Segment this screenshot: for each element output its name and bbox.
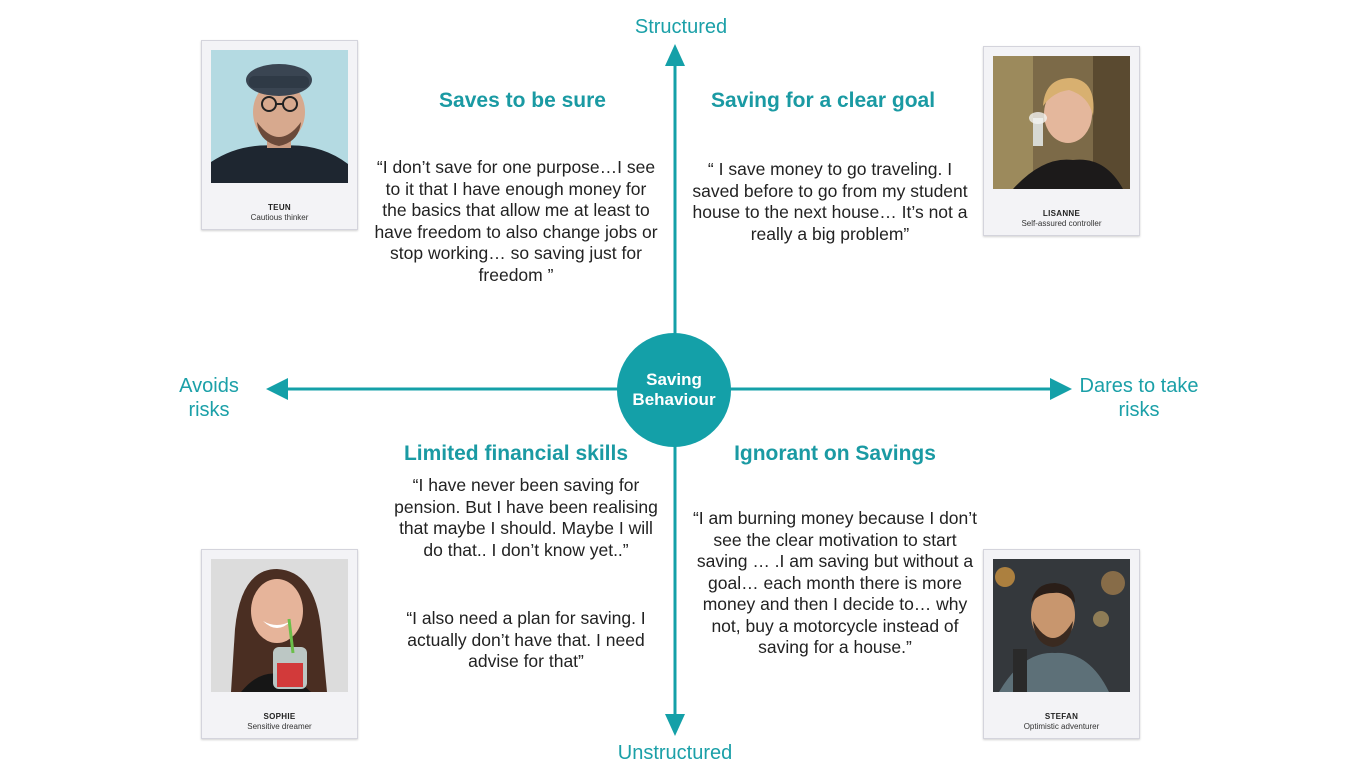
axis-label-right: Dares to take risks: [1079, 375, 1199, 421]
arrow-down-icon: [665, 714, 685, 736]
persona-card-teun: [201, 40, 358, 230]
persona-card-stefan: [983, 549, 1140, 739]
center-label-line2: Behaviour: [632, 390, 716, 409]
quote-top-left: “I don’t save for one purpose…I see to it that I have enough money for the basics that allow me at least to have freedom to also change jobs or stop working… so saving just for freedom ”: [374, 157, 658, 285]
axis-label-top: Structured: [634, 16, 728, 38]
quote-bottom-right: “I am burning money because I don’t see the clear motivation to start saving … .I am saving but without a goal… each month there is more money and then I decide to… why not, buy a motorcycle instead of saving for a house.”: [692, 508, 978, 657]
quadrant-title-top-right: Saving for a clear goal: [710, 89, 936, 112]
quadrant-title-top-left: Saves to be sure: [439, 89, 606, 112]
center-label-line1: Saving: [646, 370, 702, 389]
persona-role-stefan: Optimistic adventurer: [1023, 722, 1100, 731]
persona-role-sophie: Sensitive dreamer: [247, 722, 312, 731]
persona-photo-stefan: [993, 559, 1130, 692]
persona-card-lisanne: [983, 46, 1140, 236]
center-circle: [617, 333, 731, 447]
quote-bottom-left-1: “I have never been saving for pension. But I have been realising that maybe I should. Maybe I will do that.. I don’t know yet..”: [394, 475, 658, 560]
persona-name-stefan: STEFAN: [1044, 712, 1079, 721]
axis-label-left: Avoids risks: [179, 375, 239, 421]
quadrant-title-bottom-right: Ignorant on Savings: [734, 442, 936, 465]
persona-card-sophie: [201, 549, 358, 739]
axis-label-bottom: Unstructured: [617, 742, 733, 764]
arrow-left-icon: [266, 378, 288, 400]
persona-name-sophie: SOPHIE: [263, 712, 296, 721]
persona-photo-lisanne: [993, 56, 1130, 189]
persona-role-teun: Cautious thinker: [250, 213, 309, 222]
quote-bottom-left-2: “I also need a plan for saving. I actually don’t have that. I need advise for that”: [406, 608, 646, 671]
persona-name-teun: TEUN: [268, 203, 291, 212]
arrow-right-icon: [1050, 378, 1072, 400]
persona-name-lisanne: LISANNE: [1042, 209, 1081, 218]
persona-role-lisanne: Self-assured controller: [1021, 219, 1102, 228]
persona-photo-sophie: [211, 559, 348, 692]
arrow-up-icon: [665, 44, 685, 66]
persona-photo-teun: [211, 50, 348, 183]
quadrant-title-bottom-left: Limited financial skills: [403, 442, 629, 465]
quote-top-right: “ I save money to go traveling. I saved before to go from my student house to the next house… It’s not a really a big problem”: [692, 159, 968, 244]
